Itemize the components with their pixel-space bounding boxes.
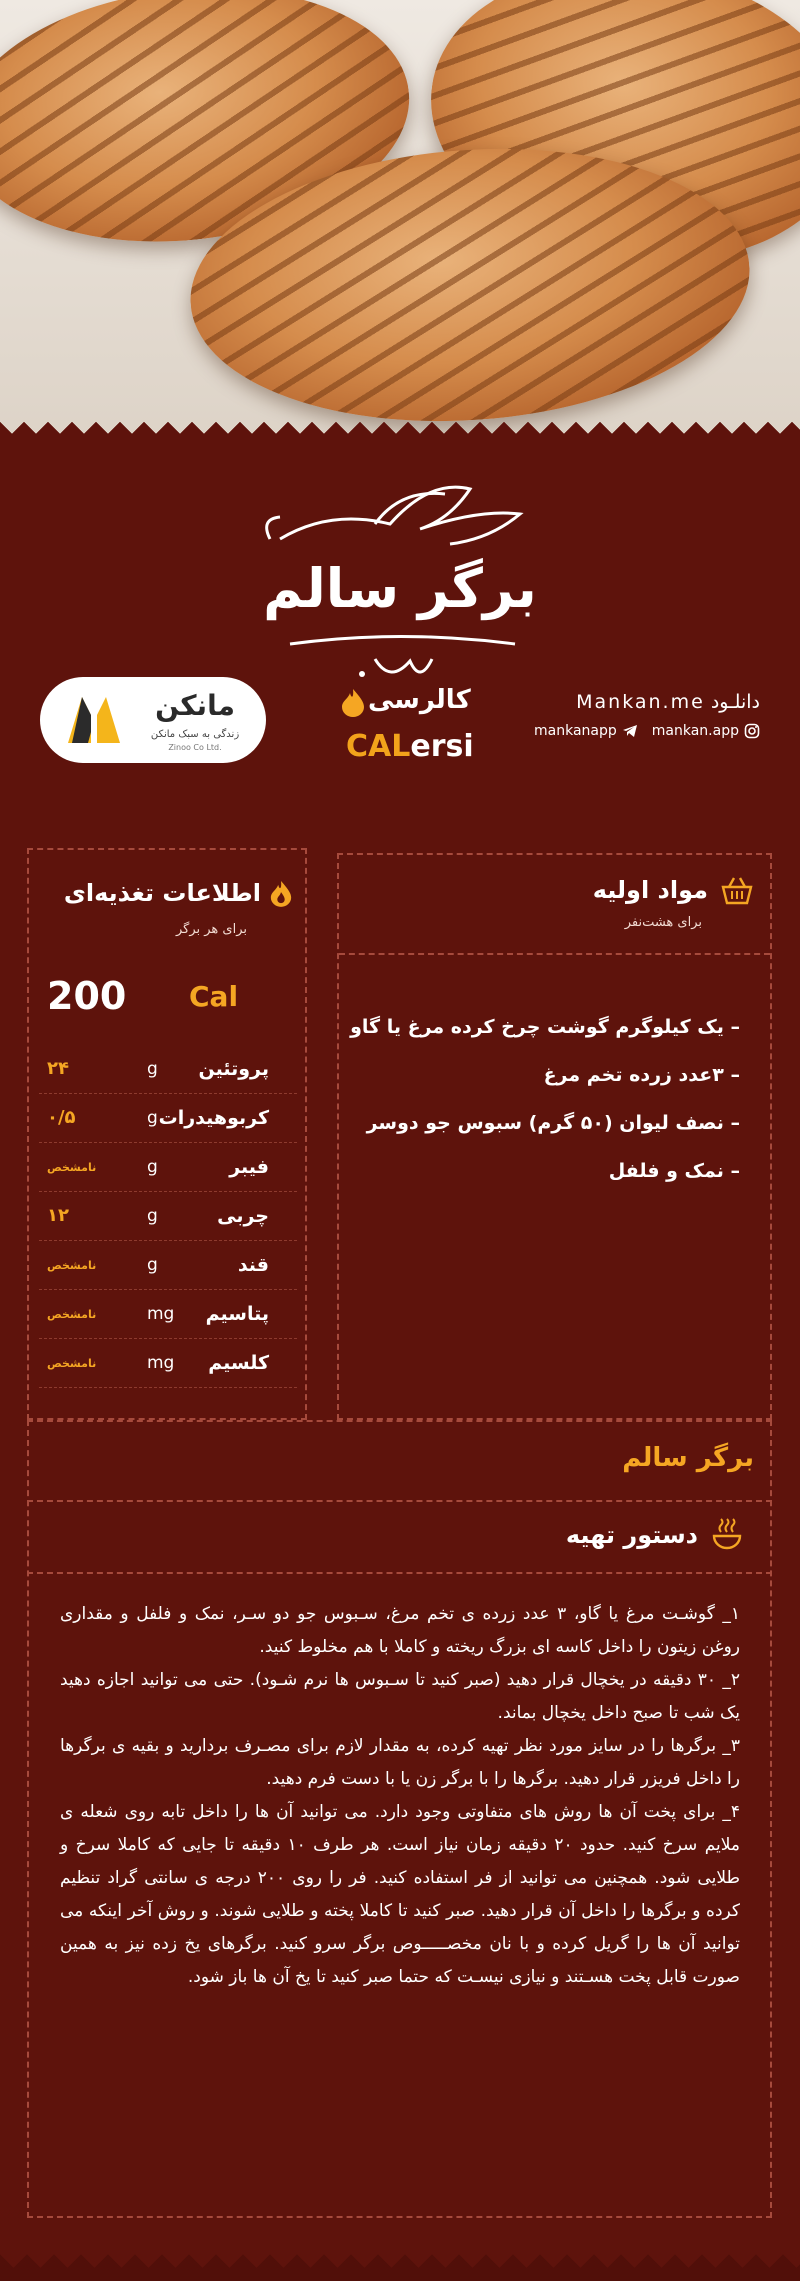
ingredient-item: – نمک و فلفل [608, 1160, 740, 1182]
instructions-title: دستور تهیه [565, 1521, 698, 1549]
telegram-icon [622, 724, 638, 738]
calorie-unit: Cal [189, 980, 239, 1013]
mankan-name: مانکن [155, 689, 235, 722]
calersi-name-en: CALersi [346, 729, 474, 764]
basket-icon [720, 875, 754, 905]
nutrient-unit: g [147, 1206, 158, 1226]
divider [27, 1500, 772, 1502]
nutrient-label: فیبر [229, 1156, 269, 1178]
nutrient-unit: mg [147, 1304, 175, 1324]
ingredients-list [350, 1003, 740, 1195]
instructions-text [60, 1598, 740, 1994]
mankan-logo[interactable] [40, 677, 266, 763]
instagram-link[interactable]: mankan.app [652, 723, 760, 739]
nutrient-label: قند [237, 1254, 269, 1276]
nutrient-unit: g [147, 1157, 158, 1177]
brand-header [0, 445, 800, 825]
nutrient-unit: g [147, 1059, 158, 1079]
calersi-logo[interactable] [340, 671, 474, 767]
ingredients-panel [337, 853, 772, 1420]
step-paragraph: ۱_ گوشـت مرغ یا گاو، ۳ عدد زرده ی تخم مرغ، سـبوس جو دو سـر، نمک و فلفل و مقداری روغن زیتون را داخل کاسه ای بزرگ ریخته و کاملا با هم مخلوط کنید. [60, 1604, 740, 1657]
mankan-mark-icon [62, 691, 126, 751]
mankan-tagline: زندگی به سبک مانکن [150, 729, 240, 740]
flame-icon [340, 687, 366, 717]
nutrition-heading [64, 878, 293, 908]
nutrient-value: نامشخص [47, 1161, 97, 1174]
hero-burger-photo [0, 0, 800, 445]
nutrient-value: نامشخص [47, 1259, 97, 1272]
step-paragraph: ۴_ برای پخت آن ها روش های متفاوتی وجود دارد. می توانید آن ها را داخل تابه روی شعله ی ملایم سرخ کنید. حدود ۲۰ دقیقه زمان نیاز است. هر طرف ۱۰ دقیقه تا جایی که کاملا سرخ و طلایی شود. همچنین می توانید از فر استفاده کنید. فر را روی ۲۰۰ درجه ی سانتی گراد تنظیم کرده و برگرها را داخل آن قرار دهید. صبر کنید تا کاملا پخته و طلایی شوند. و روش آخر اینکه می توانید آن ها را گریل کرده و با نان مخصـــــوص برگر سرو کنید. برگرهای یخ زده نیز به همین صورت قابل پخت هسـتند و نیازی نیسـت که حتما صبر کنید تا یخ آن ها باز شود. [60, 1802, 741, 1987]
nutrient-unit: mg [147, 1353, 175, 1373]
nutrient-unit: g [147, 1108, 158, 1128]
nutrition-row [39, 1340, 297, 1388]
nutrition-row [39, 1095, 297, 1143]
nutrient-label: پتاسیم [205, 1303, 269, 1325]
recipe-title: برگر سالم [263, 557, 537, 620]
calorie-value: 200 [47, 974, 127, 1018]
nutrient-label: کلسیم [208, 1352, 269, 1374]
nutrition-row [39, 1242, 297, 1290]
nutrition-row [39, 1193, 297, 1241]
divider [27, 1572, 772, 1574]
zigzag-divider [0, 422, 800, 445]
calersi-name-fa: کالرسی [368, 685, 471, 715]
nutrient-value: نامشخص [47, 1357, 97, 1370]
nutrition-panel [27, 848, 307, 1420]
ingredients-subtitle: برای هشت‌نفر [624, 915, 702, 930]
nutrient-value: ۱۲ [47, 1205, 69, 1226]
telegram-link[interactable]: mankanapp [534, 723, 638, 739]
nutrition-row [39, 1144, 297, 1192]
nutrient-label: پروتئین [198, 1058, 269, 1080]
nutrition-title: اطلاعات تغذیه‌ای [63, 879, 261, 907]
ingredient-item: – ۳عدد زرده تخم مرغ [543, 1064, 740, 1086]
nutrient-value: ۰/۵ [47, 1107, 76, 1128]
steaming-bowl-icon [710, 1518, 744, 1552]
nutrient-value: ۲۴ [47, 1058, 69, 1079]
nutrient-value: نامشخص [47, 1308, 97, 1321]
calorie-row [39, 974, 297, 1018]
nutrient-label: چربی [217, 1205, 269, 1227]
ingredients-heading [593, 875, 754, 905]
ingredients-title: مواد اولیه [592, 876, 708, 904]
ingredient-item: – نصف لیوان (۵۰ گرم) سبوس جو دوسر [366, 1112, 740, 1134]
flame-icon [269, 878, 293, 908]
nutrient-label: کربوهیدرات [158, 1107, 269, 1129]
divider [339, 953, 770, 955]
nutrient-unit: g [147, 1255, 158, 1275]
nutrition-subtitle: برای هر برگر [175, 922, 247, 937]
step-paragraph: ۳_ برگرها را در سایز مورد نظر تهیه کرده، به مقدار لازم برای مصـرف بردارید و بقیه ی برگرها را داخل فریزر قرار دهید. برگرها را با برگر زن یا با دست فرم دهید. [60, 1736, 740, 1789]
download-link[interactable]: دانلـود Mankan.me [576, 691, 760, 713]
nutrition-row [39, 1046, 297, 1094]
recipe-name: برگر سالم [622, 1443, 754, 1473]
instagram-icon [744, 723, 760, 739]
nutrition-row [39, 1291, 297, 1339]
contact-info [510, 691, 760, 739]
instructions-heading [566, 1518, 744, 1552]
mankan-company: Zinoo Co Ltd. [168, 743, 222, 752]
step-paragraph: ۲_ ۳۰ دقیقه در یخچال قرار دهید (صبر کنید تا سـبوس ها نرم شـود). حتی می توانید اجازه دهید یک شب تا صبح داخل یخچال بماند. [60, 1670, 740, 1723]
ingredient-item: – یک کیلوگرم گوشت چرخ کرده مرغ یا گاو [350, 1016, 740, 1038]
zigzag-footer [0, 2254, 800, 2281]
